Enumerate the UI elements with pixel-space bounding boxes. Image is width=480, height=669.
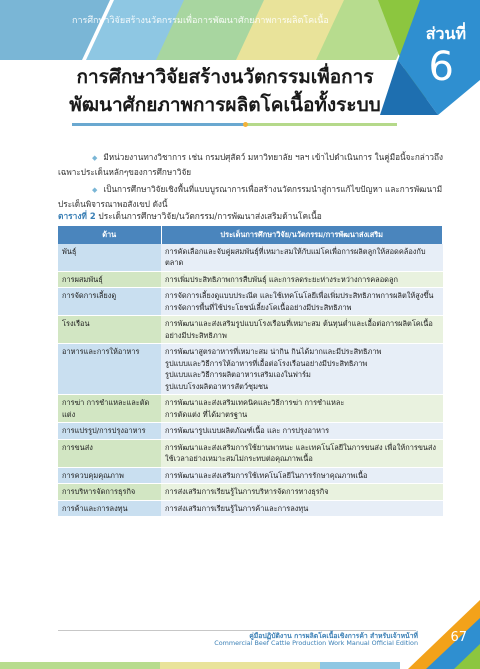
table-cell-topic: การจัดการเลี้ยงดู: [58, 288, 161, 316]
section-number: 6: [428, 44, 454, 90]
description-line: การพัฒนารูปแบบผลิตภัณฑ์เนื้อ และ การปรุงอาหาร: [165, 426, 330, 435]
table-row: [58, 439, 443, 467]
table-row: [58, 423, 443, 440]
description-line: การพัฒนาและส่งเสริมรูปแบบโรงเรือนที่เหมาะสม ต้นทุนต่ำและเอื้อต่อการผลิตโคเนื้ออย่างมีประสิทธิภาพ: [165, 319, 433, 340]
research-topics-table: [58, 226, 443, 517]
table-header-topic: ด้าน: [58, 226, 161, 244]
page-number: 67: [450, 630, 467, 645]
description-line: รูปแบบและวิธีการให้อาหารที่เอื้อต่อโรงเรือนอย่างมีประสิทธิภาพ: [165, 358, 368, 368]
section-label: ส่วนที่: [425, 24, 466, 43]
description-line: รูปแบบและวิธีการผลิตอาหารเสริมเองในฟาร์ม: [165, 370, 311, 379]
table-cell-topic: พันธุ์: [58, 244, 161, 272]
title-divider: [72, 122, 397, 127]
description-line: การเพิ่มประสิทธิภาพการสืบพันธุ์ และการลดระยะห่างระหว่างการคลอดลูก: [165, 274, 398, 284]
table-cell-description: [161, 395, 443, 423]
table-row: [58, 244, 443, 272]
description-line: การพัฒนาและส่งเสริมการใช้เทคโนโลยีในการรักษาคุณภาพเนื้อ: [165, 470, 368, 480]
table-cell-description: [161, 439, 443, 467]
table-cell-topic: การควบคุมคุณภาพ: [58, 467, 161, 484]
description-line: รูปแบบโรงผลิตอาหารสัตว์ชุมชน: [165, 381, 269, 391]
table-cell-topic: อาหารและการให้อาหาร: [58, 344, 161, 395]
table-row: [58, 316, 443, 344]
table-row: [58, 288, 443, 316]
table-row: [58, 395, 443, 423]
table-row: [58, 484, 443, 501]
description-line: การคัดเลือกและจับคู่ผสมพันธุ์ที่เหมาะสมให้กับแม่โคเพื่อการผลิตลูกให้สอดคล้องกับตลาด: [165, 246, 426, 267]
paragraph-2-text: เป็นการศึกษาวิจัยเชิงพื้นที่แบบบูรณาการเพื่อสร้างนวัตกรรมนำสู่การแก้ไขปัญหา และการพัฒนามีประเด็นพิจารณาพอสังเขป ดังนี้: [58, 184, 443, 209]
description-line: การพัฒนาและส่งเสริมการใช้ยานพาหนะ และเทคโนโลยีในการขนส่ง เพื่อให้การขนส่งใช้เวลาอย่างเหมาะสมไม่กระทบต่อคุณภาพเนื้อ: [165, 442, 437, 463]
table-cell-topic: การผสมพันธุ์: [58, 271, 161, 288]
description-line: การพัฒนาสูตรอาหารที่เหมาะสม น่ากิน กินได้มากและมีประสิทธิภาพ: [165, 347, 382, 356]
table-caption-text: ประเด็นการศึกษาวิจัย/นวัตกรรม/การพัฒนาส่งเสริมด้านโคเนื้อ: [98, 211, 322, 221]
table-caption: [58, 209, 322, 223]
page-title-line-1: การศึกษาวิจัยสร้างนวัตกรรมเพื่อการ: [76, 66, 374, 88]
table-cell-description: [161, 423, 443, 440]
footer-thai-title: คู่มือปฏิบัติงาน การผลิตโคเนื้อเชิงการค้า สำหรับเจ้าหน้าที่: [249, 632, 418, 640]
table-cell-description: [161, 500, 443, 517]
table-cell-topic: การบริหารจัดการธุรกิจ: [58, 484, 161, 501]
table-cell-description: [161, 316, 443, 344]
table-body: [58, 244, 443, 517]
page-title-line-2: พัฒนาศักยภาพการผลิตโคเนื้อทั้งระบบ: [69, 94, 381, 116]
diamond-bullet-icon: ◆: [92, 154, 98, 162]
diamond-bullet-icon: ◆: [92, 186, 98, 194]
description-line: การพัฒนาและส่งเสริมเทคนิคและวิธีการฆ่า การชำแหละ: [165, 398, 345, 407]
description-line: การส่งเสริมการเรียนรู้ในการค้าและการลงทุน: [165, 503, 309, 513]
table-caption-label: ตารางที่ 2: [58, 211, 96, 221]
description-line: การตัดแต่ง ที่ได้มาตรฐาน: [165, 409, 248, 419]
table-cell-topic: การขนส่ง: [58, 439, 161, 467]
table-cell-description: [161, 288, 443, 316]
table-header-issues: ประเด็นการศึกษาวิจัย/นวัตกรรม/การพัฒนาส่งเสริม: [161, 226, 443, 244]
table-row: [58, 344, 443, 395]
table-cell-topic: โรงเรือน: [58, 316, 161, 344]
table-cell-description: [161, 344, 443, 395]
paragraph-2: [58, 182, 443, 211]
table-cell-topic: การค้าและการลงทุน: [58, 500, 161, 517]
table-row: [58, 467, 443, 484]
table-row: [58, 271, 443, 288]
table-cell-description: [161, 244, 443, 272]
table-cell-description: [161, 271, 443, 288]
description-line: การส่งเสริมการเรียนรู้ในการบริหารจัดการทางธุรกิจ: [165, 487, 329, 496]
table-cell-description: [161, 467, 443, 484]
table-row: [58, 500, 443, 517]
table-cell-topic: การฆ่า การชำแหละและตัดแต่ง: [58, 395, 161, 423]
table-cell-description: [161, 484, 443, 501]
description-line: การจัดการเลี้ยงดูแบบประณีต และใช้เทคโนโลยีเพื่อเพิ่มประสิทธิภาพการผลิตให้สูงขึ้น: [165, 291, 434, 300]
table-header-row: [58, 226, 443, 244]
description-line: การจัดการพื้นที่ใช้ประโยชน์เลี้ยงโคเนื้ออย่างมีประสิทธิภาพ: [165, 302, 352, 312]
footer-english-title: Commercial Beef Cattle Production Work Manual Official Edition: [214, 639, 418, 647]
footer-color-bar: [0, 662, 480, 669]
table-cell-topic: การแปรรูป/การปรุงอาหาร: [58, 423, 161, 440]
footer-corner-decoration: [408, 600, 480, 669]
header-strip-text: การศึกษาวิจัยสร้างนวัตกรรมเพื่อการพัฒนาศักยภาพการผลิตโคเนื้อ: [72, 16, 329, 26]
paragraph-1-text: มีหน่วยงานทางวิชาการ เช่น กรมปศุสัตว์ มหาวิทยาลัย ฯลฯ เข้าไปดำเนินการ ในคู่มือนี้จะกล่าวถึงเฉพาะประเด็นหลักๆของการศึกษาวิจัย: [58, 152, 443, 177]
paragraph-1: [58, 150, 443, 179]
